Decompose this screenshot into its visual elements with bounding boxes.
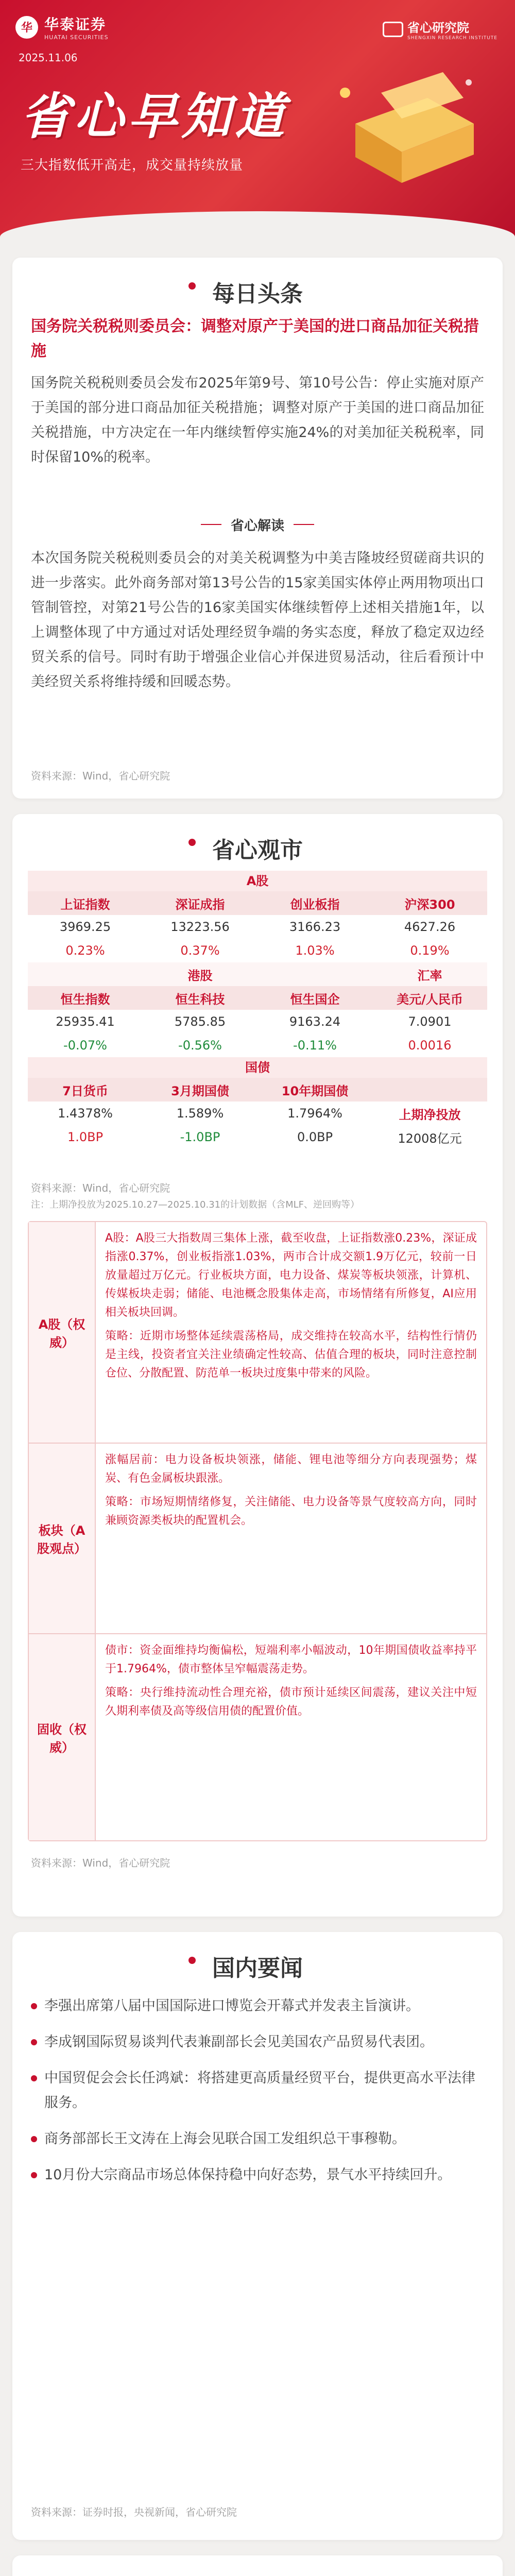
header-curve <box>0 211 515 242</box>
brand-name-en: HUATAI SECURITIES <box>44 34 109 41</box>
header-3m-bond: 3月期国债 <box>171 1083 229 1098</box>
a-share-header-row <box>28 891 487 915</box>
hk-band-label: 港股 <box>187 968 213 983</box>
value-hsi: 25935.41 <box>56 1014 115 1029</box>
brand-name: 华泰证券 <box>44 16 107 33</box>
hk-fx-band <box>28 962 487 986</box>
partner-name-en: SHENGXIN RESEARCH INSTITUTE <box>407 36 497 41</box>
value-hscei: 9163.24 <box>289 1014 341 1029</box>
commentary-bond-label: 固收（权威） <box>29 1634 96 1840</box>
hk-value-row <box>28 1010 487 1033</box>
page-subtitle: 三大指数低开高走，成交量持续放量 <box>21 158 244 173</box>
hk-header-row <box>28 986 487 1010</box>
brand-logo-icon: 华 <box>15 16 38 39</box>
commentary-a-share-text: A股：A股三大指数周三集体上涨，截至收盘，上证指数涨0.23%，深证成指涨0.37%，创业板指涨1.03%，两市合计成交额1.9万亿元，较前一日放量超过万亿元。行业板块方面，电力设备、煤炭等板块领涨，计算机、传媒板块走弱；储能、电池概念股集体走高，市场情绪有所修复，AI应用相关板块回调。 <box>105 1232 477 1319</box>
change-hstech: -0.56% <box>178 1038 222 1053</box>
label-net-injection: 上期净投放 <box>399 1107 461 1122</box>
global-news-card <box>12 2555 503 2576</box>
bond-change-row <box>28 1125 487 1149</box>
value-net-injection: 12008亿元 <box>398 1131 462 1146</box>
value-10y-bond: 1.7964% <box>287 1106 342 1121</box>
value-3m-bond: 1.589% <box>176 1106 224 1121</box>
commentary-source: 资料来源：Wind，省心研究院 <box>31 1857 170 1869</box>
change-sz-index: 0.37% <box>180 943 220 958</box>
header-hstech: 恒生科技 <box>175 992 225 1007</box>
domestic-news-item[interactable]: 中国贸促会会长任鸿斌：将搭建更高质量经贸平台，提供更高水平法律服务。 <box>31 2066 484 2115</box>
commentary-sector-label: 板块（A股观点） <box>29 1444 96 1633</box>
change-sh-index: 0.23% <box>65 943 105 958</box>
market-table <box>28 871 487 1149</box>
header-usdcny: 美元/人民币 <box>397 992 463 1007</box>
domestic-news-item[interactable]: 10月份大宗商品市场总体保持稳中向好态势，景气水平持续回升。 <box>31 2163 484 2188</box>
bond-header-row <box>28 1078 487 1101</box>
header-chinext: 创业板指 <box>290 897 340 912</box>
header-sh-index: 上证指数 <box>60 897 110 912</box>
domestic-news-list <box>31 1994 484 2199</box>
commentary-table <box>28 1221 487 1841</box>
change-chinext: 1.03% <box>295 943 335 958</box>
change-10y-bond: 0.0BP <box>297 1130 333 1144</box>
change-csi300: 0.19% <box>410 943 450 958</box>
header-7d-money: 7日货币 <box>62 1083 108 1098</box>
commentary-a-share-label: A股（权威） <box>29 1222 96 1443</box>
header-csi300: 沪深300 <box>404 897 455 912</box>
change-7d-money: 1.0BP <box>67 1130 104 1144</box>
change-3m-bond: -1.0BP <box>180 1130 220 1144</box>
commentary-a-share <box>29 1222 486 1444</box>
domestic-news-item[interactable]: 商务部部长王文涛在上海会见联合国工发组织总干事穆勒。 <box>31 2127 484 2151</box>
bond-band: 国债 <box>28 1057 487 1078</box>
a-share-change-row <box>28 939 487 962</box>
section-title-daily: 每日头条 <box>12 270 503 313</box>
partner-logo <box>383 18 497 41</box>
hk-change-row <box>28 1033 487 1057</box>
section-title-global <box>12 2568 503 2576</box>
page-title: 省心早知道 <box>21 88 288 145</box>
fx-band-label: 汇率 <box>417 968 442 983</box>
market-source: 资料来源：Wind，省心研究院 <box>31 1182 170 1194</box>
section-title-domestic: 国内要闻 <box>12 1944 503 1988</box>
gift-box-illustration <box>324 62 484 185</box>
value-7d-money: 1.4378% <box>58 1106 113 1121</box>
domestic-news-item[interactable]: 李强出席第八届中国国际进口博览会开幕式并发表主旨演讲。 <box>31 1994 484 2019</box>
daily-headline: 国务院关税税则委员会：调整对原产于美国的进口商品加征关税措施 <box>31 317 479 360</box>
daily-interpret: 本次国务院关税税则委员会的对美关税调整为中美吉隆坡经贸磋商共识的进一步落实。此外商务部对第13号公告的15家美国实体停止两用物项出口管制管控，对第21号公告的16家美国实体继续暂停上述相关措施1年，以上调整体现了中方通过对话处理经贸争端的务实态度，释放了稳定双边经贸关系的信号。同时有助于增强企业信心并保进贸易活动，往后看预计中美经贸关系将维持缓和回暖态势。 <box>31 550 484 690</box>
a-share-band: A股 <box>28 871 487 891</box>
header-banner <box>0 0 515 242</box>
value-sz-index: 13223.56 <box>170 920 230 934</box>
value-hstech: 5785.85 <box>174 1014 226 1029</box>
commentary-sector <box>29 1444 486 1634</box>
commentary-a-share-strategy: 策略：近期市场整体延续震荡格局，成交维持在较高水平，结构性行情仍是主线，投资者宜关注业绩确定性较高、估值合理的板块，同时注意控制仓位、分散配置、防范单一板块过度集中带来的风险。 <box>105 1330 477 1380</box>
partner-name: 省心研究院 <box>407 21 469 35</box>
daily-source: 资料来源：Wind，省心研究院 <box>31 770 170 782</box>
a-share-value-row <box>28 915 487 939</box>
change-hscei: -0.11% <box>293 1038 337 1053</box>
daily-headline-card <box>12 258 503 799</box>
header-10y-bond: 10年期国债 <box>281 1083 349 1098</box>
partner-logo-icon <box>383 22 403 37</box>
daily-body: 国务院关税税则委员会发布2025年第9号、第10号公告：停止实施对原产于美国的部分进口商品加征关税措施；调整对原产于美国的进口商品加征关税措施，中方决定在一年内继续暂停实施24%的对美加征关税税率，同时保留10%的税率。 <box>31 375 484 465</box>
commentary-sector-strategy: 策略：市场短期情绪修复，关注储能、电力设备等景气度较高方向，同时兼顾资源类板块的配置机会。 <box>105 1496 477 1527</box>
market-note: 注：上期净投放为2025.10.27—2025.10.31的计划数据（含MLF、逆回购等） <box>31 1199 360 1210</box>
change-usdcny: 0.0016 <box>408 1038 452 1053</box>
value-csi300: 4627.26 <box>404 920 456 934</box>
brand-logo <box>15 13 109 41</box>
bond-value-row <box>28 1101 487 1125</box>
section-title-market: 省心观市 <box>12 826 503 870</box>
commentary-bond-text: 债市：资金面维持均衡偏松，短端利率小幅波动，10年期国债收益率持平于1.7964%，债市整体呈窄幅震荡走势。 <box>105 1644 477 1675</box>
domestic-source: 资料来源：证券时报，央视新闻，省心研究院 <box>31 2506 237 2518</box>
commentary-bond-strategy: 策略：央行维持流动性合理充裕，债市预计延续区间震荡，建议关注中短久期利率债及高等级信用债的配置价值。 <box>105 1686 477 1718</box>
change-hsi: -0.07% <box>63 1038 107 1053</box>
value-sh-index: 3969.25 <box>59 920 111 934</box>
domestic-news-item[interactable]: 李成钢国际贸易谈判代表兼副部长会见美国农产品贸易代表团。 <box>31 2030 484 2055</box>
commentary-bond <box>29 1634 486 1840</box>
issue-date: 2025.11.06 <box>19 52 78 64</box>
domestic-news-card <box>12 1932 503 2540</box>
commentary-sector-text: 涨幅居前：电力设备板块领涨，储能、锂电池等细分方向表现强势；煤炭、有色金属板块跟涨。 <box>105 1453 477 1485</box>
market-card <box>12 814 503 1917</box>
header-hsi: 恒生指数 <box>60 992 110 1007</box>
header-hscei: 恒生国企 <box>290 992 340 1007</box>
value-chinext: 3166.23 <box>289 920 341 934</box>
header-sz-index: 深证成指 <box>175 897 225 912</box>
interpret-label: 省心解读 <box>12 515 503 534</box>
value-usdcny: 7.0901 <box>408 1014 452 1029</box>
